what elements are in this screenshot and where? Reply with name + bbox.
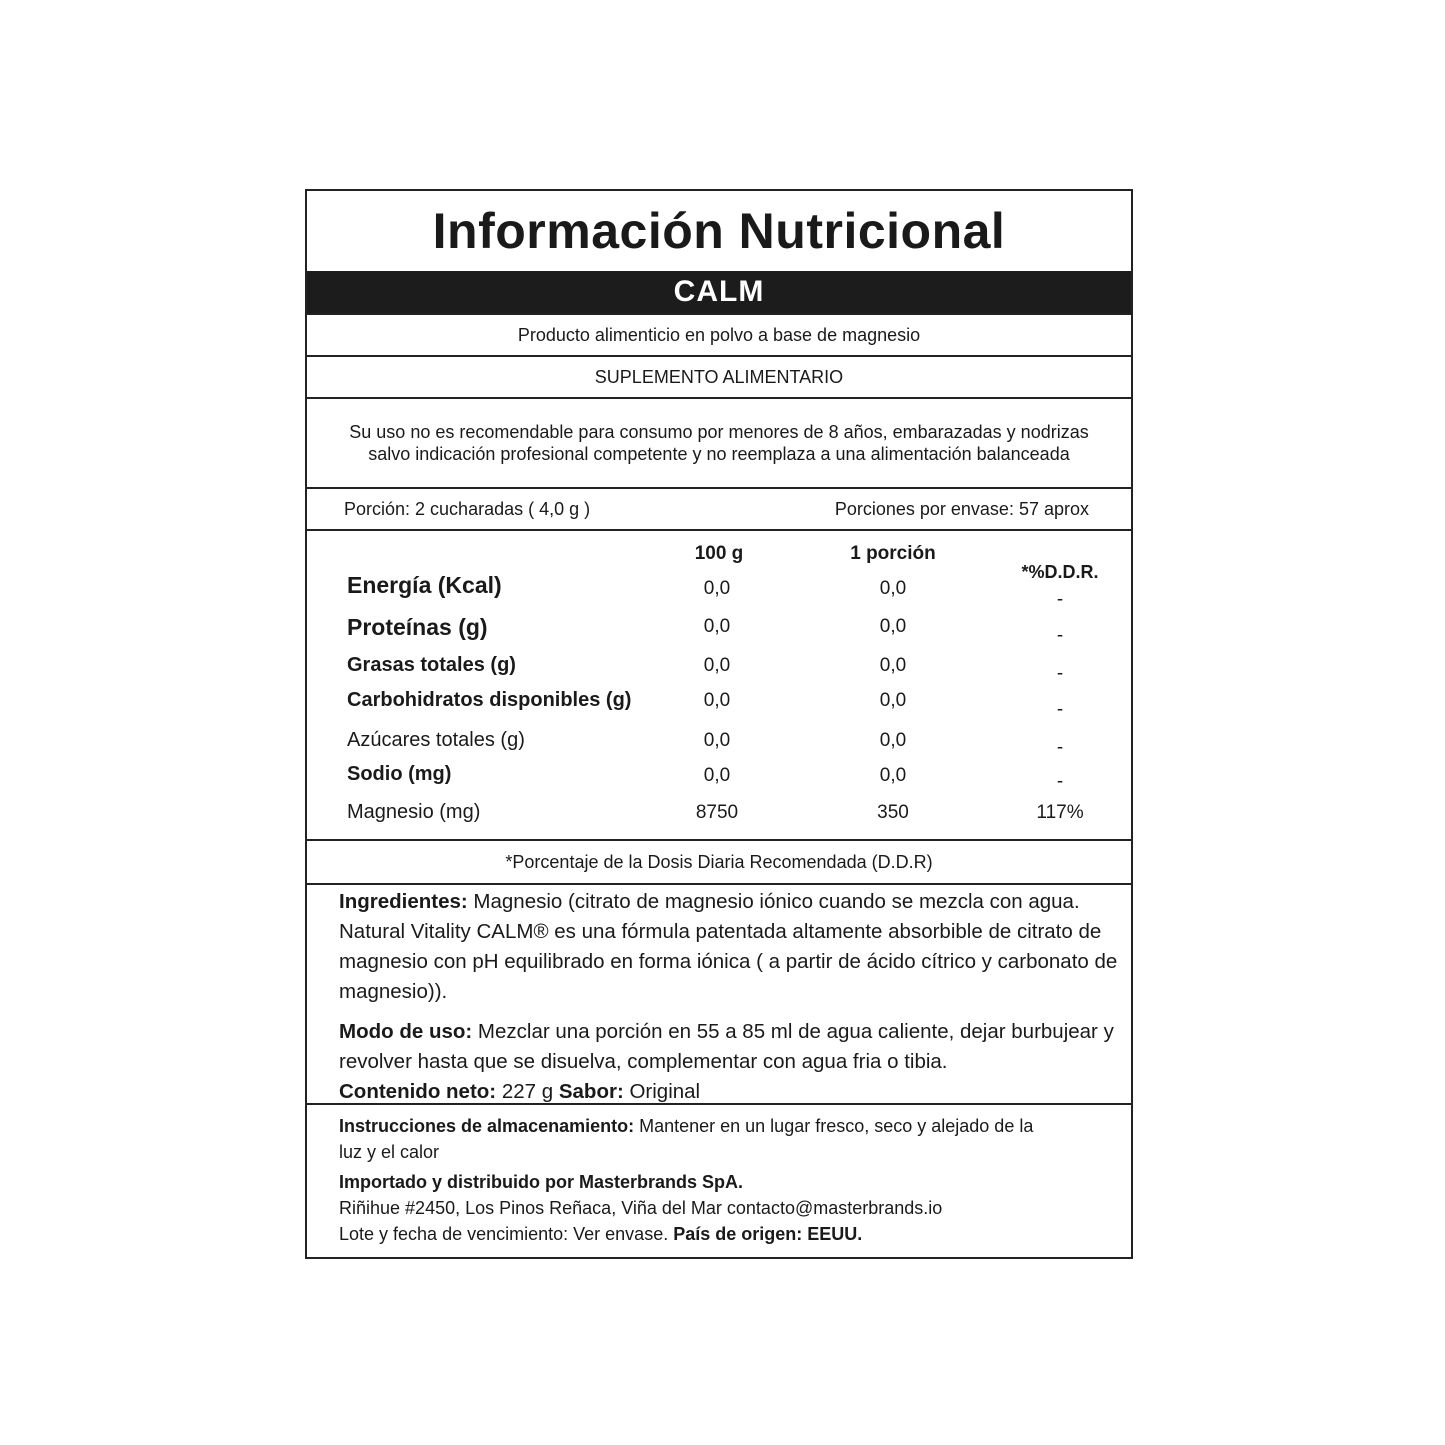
nutrient-name: Carbohidratos disponibles (g) [347,689,632,711]
col-header-100g: 100 g [694,543,744,564]
nutrition-table [307,529,1131,839]
storage-label: Instrucciones de almacenamiento: [339,1116,635,1136]
nutrient-value-100g: 0,0 [703,578,731,599]
ingredients-section [307,883,1131,1103]
nutrient-value-portion: 0,0 [879,655,907,676]
lot-text: Lote y fecha de vencimiento: Ver envase. [339,1224,674,1244]
nutrient-value-portion: 0,0 [879,578,907,599]
col-header-ddr: *%D.D.R. [1021,562,1099,582]
flavor-label: Sabor: [558,1080,624,1103]
ddr-footnote: *Porcentaje de la Dosis Diaria Recomendada (D.D.R) [307,839,1131,883]
nutrient-value-ddr: - [1056,589,1064,610]
net-content-label: Contenido neto: [339,1080,497,1103]
nutrient-name: Energía (Kcal) [347,572,502,598]
nutrient-value-ddr: - [1056,625,1064,646]
address-line: Riñihue #2450, Los Pinos Reñaca, Viña del Mar contacto@masterbrands.io [339,1198,943,1218]
nutrient-value-ddr: - [1056,737,1064,758]
product-category: SUPLEMENTO ALIMENTARIO [307,355,1131,397]
nutrient-value-100g: 0,0 [703,690,731,711]
nutrient-name: Sodio (mg) [347,763,452,785]
storage-paragraph [339,1113,1121,1165]
nutrient-value-100g: 0,0 [703,655,731,676]
portions-per-pack: Porciones por envase: 57 aprox [834,498,1089,519]
storage-importer-section [307,1103,1131,1247]
nutrient-value-100g: 8750 [695,802,739,823]
ingredients-paragraph [339,887,1123,1007]
usage-warning: Su uso no es recomendable para consumo por menores de 8 años, embarazadas y nodrizas salvo indicación profesional competente y no reemplaza a una alimentación balanceada [307,397,1131,487]
label-title: Información Nutricional [432,203,1006,259]
nutrient-value-100g: 0,0 [703,616,731,637]
usage-text: Mezclar una porción en 55 a 85 ml de agua caliente, dejar burbujear y revolver hasta que se disuelva, complementar con agua fria o tibia. [339,1020,1114,1073]
product-description: Producto alimenticio en polvo a base de magnesio [307,313,1131,355]
nutrition-label [305,189,1133,1259]
flavor-value: Original [623,1080,701,1103]
portion-row [307,487,1131,529]
nutrient-value-100g: 0,0 [703,765,731,786]
nutrient-value-ddr: - [1056,663,1064,684]
nutrient-value-portion: 350 [877,802,909,823]
col-header-portion: 1 porción [850,543,936,564]
nutrient-name: Grasas totales (g) [347,654,516,676]
nutrient-value-ddr: - [1056,699,1064,720]
importer-text: Importado y distribuido por Masterbrands SpA. [339,1172,744,1192]
lot-origin-line [339,1221,1121,1247]
usage-label: Modo de uso: [339,1020,473,1043]
product-name-band: CALM [307,271,1131,313]
nutrient-name: Proteínas (g) [347,614,488,640]
nutrient-value-ddr: - [1056,771,1064,792]
nutrient-name: Azúcares totales (g) [347,729,525,751]
ingredients-text: Magnesio (citrato de magnesio iónico cuando se mezcla con agua. Natural Vitality CALM® es una fórmula patentada altamente absorbible de citrato de magnesio con pH equilibrado en forma iónica ( a partir de ácido cítrico y carbonato de magnesio)). [339,890,1118,1003]
nutrient-name: Magnesio (mg) [347,801,481,823]
usage-paragraph [339,1017,1123,1077]
nutrient-value-portion: 0,0 [879,616,907,637]
ingredients-label: Ingredientes: [339,890,468,913]
nutrient-value-portion: 0,0 [879,765,907,786]
nutrient-value-ddr: 117% [1036,802,1084,823]
nutrient-value-portion: 0,0 [879,690,907,711]
storage-text: Mantener en un lugar fresco, seco y alejado de la luz y el calor [339,1116,1034,1162]
importer-line [339,1169,1121,1195]
origin-label: País de origen: EEUU. [673,1224,863,1244]
nutrient-value-portion: 0,0 [879,730,907,751]
portion-size: Porción: 2 cucharadas ( 4,0 g ) [344,498,591,519]
nutrient-value-100g: 0,0 [703,730,731,751]
net-content-value: 227 g [496,1080,559,1103]
